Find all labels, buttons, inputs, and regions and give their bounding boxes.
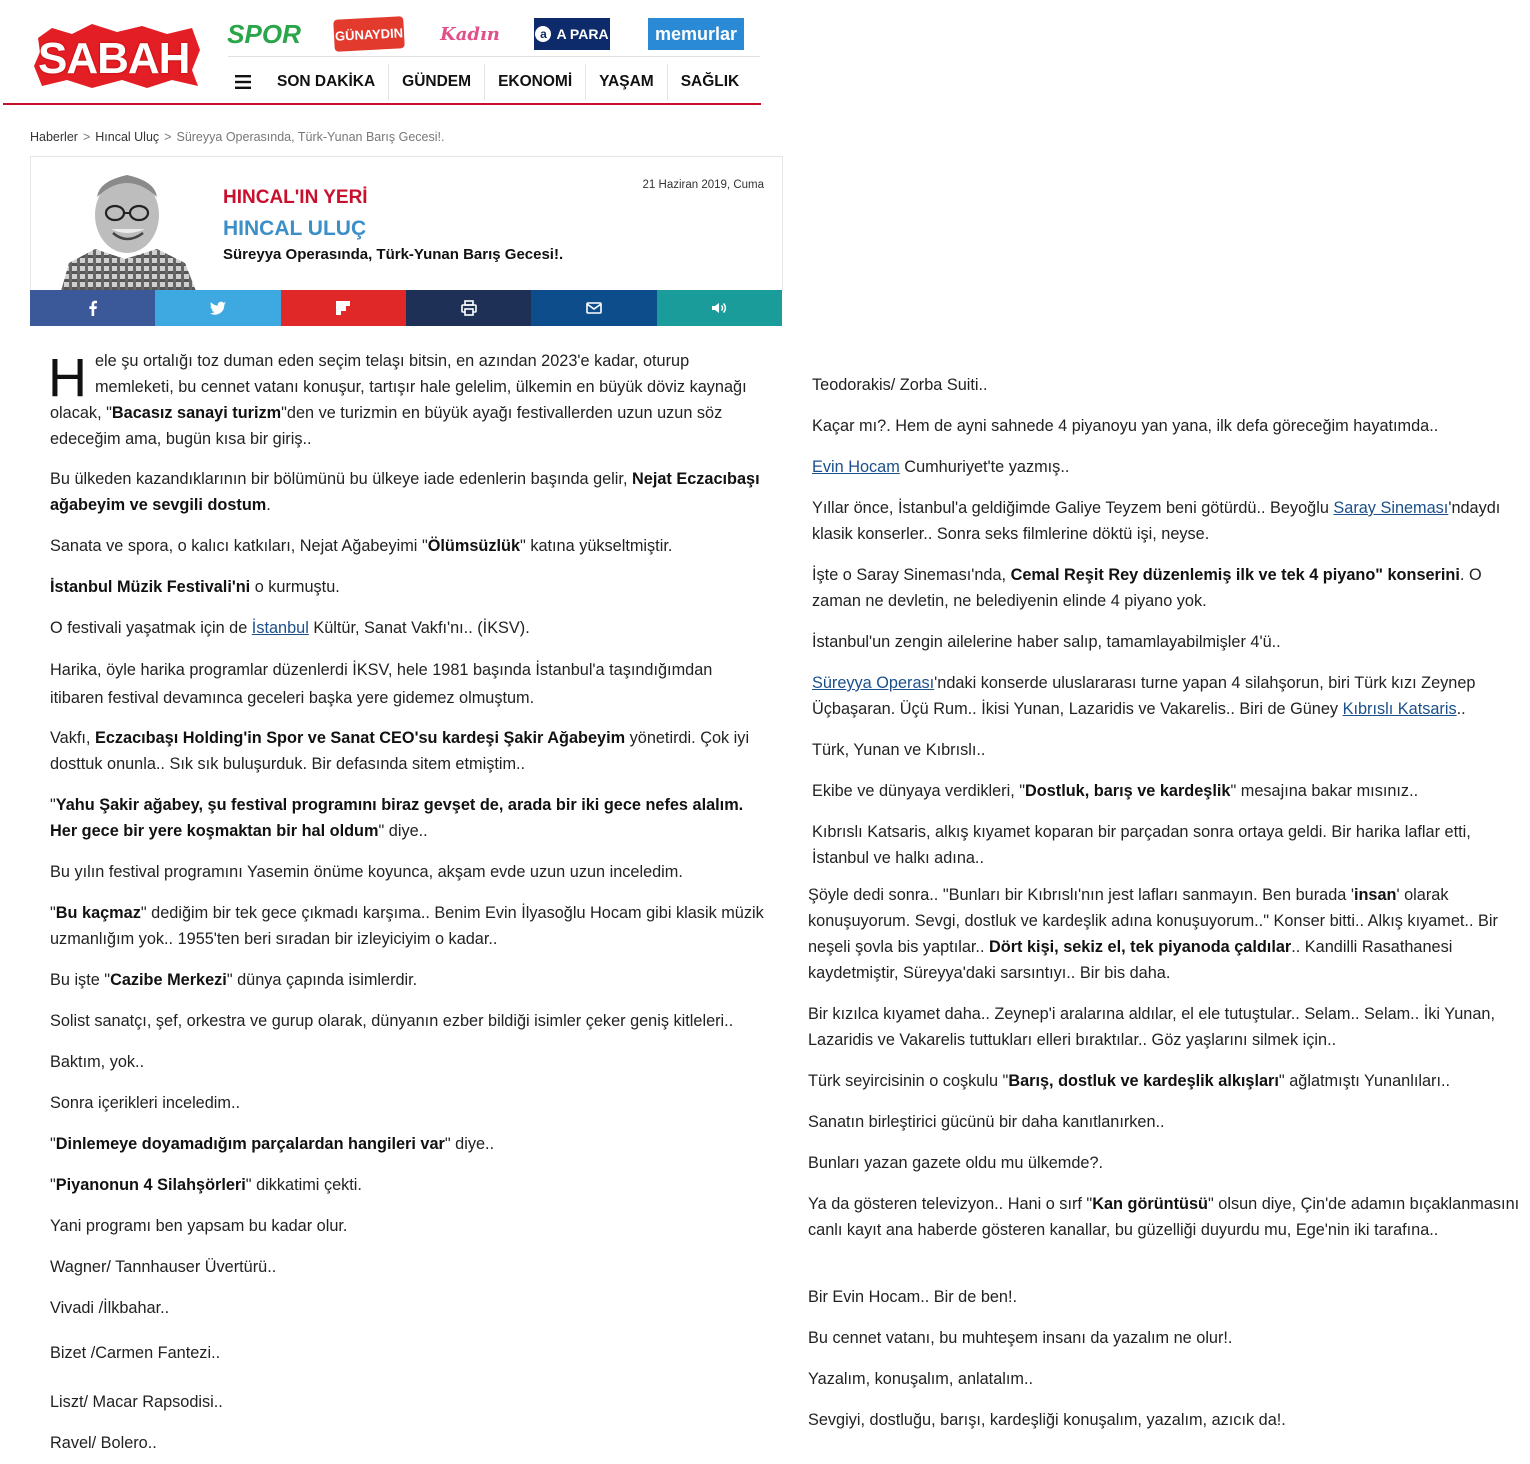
article-paragraph: Bir kızılca kıyamet daha.. Zeynep'i aralarına aldılar, el ele tutuştular.. Selam.. Selam.. İki Yunan, Lazaridis ve Vakarelis tuttukları elleri bıraktılar.. Göz yaşlarını silmek için.. bbox=[808, 1005, 1495, 1049]
apara-link[interactable] bbox=[534, 18, 610, 50]
article-paragraph: Yazalım, konuşalım, anlatalım.. bbox=[808, 1370, 1034, 1388]
article-paragraph: Kıbrıslı Katsaris, alkış kıyamet koparan bir parçadan sonra ortaya geldi. Bir harika laflar etti, İstanbul ve halkı adına.. bbox=[812, 823, 1471, 867]
article-body-right bbox=[808, 372, 1524, 1442]
header-red-line bbox=[3, 103, 761, 105]
bold-text: Piyanonun 4 Silahşörleri bbox=[55, 1176, 246, 1194]
logo-text: SABAH bbox=[38, 34, 190, 83]
article-paragraph: Şöyle dedi sonra.. "Bunları bir Kıbrıslı'nın jest lafları sanmayın. Ben burada 'insan' olarak konuşuyorum. Sevgi, dostluk ve kardeşlik adına konuşuyorum.." Konser bitti.. Alkış kıyamet.. Bir neşeli şovla bis yaptılar.. Dört kişi, sekiz el, tek piyanoda çaldılar.. Kandilli Rasathanesi kaydetmiştir, Süreyya'daki sarsıntıyı.. Bir bis daha. bbox=[808, 886, 1498, 982]
nav-gundem[interactable]: GÜNDEM bbox=[388, 64, 484, 100]
memurlar-link[interactable]: memurlar bbox=[648, 18, 744, 50]
twitter-icon bbox=[209, 299, 227, 317]
article-paragraph: Ekibe ve dünyaya verdikleri, "Dostluk, barış ve kardeşlik" mesajına bakar mısınız.. bbox=[812, 782, 1419, 800]
article-paragraph: Bunları yazan gazete oldu mu ülkemde?. bbox=[808, 1154, 1104, 1172]
article-paragraph: "Dinlemeye doyamadığım parçalardan hangileri var" diye.. bbox=[50, 1135, 495, 1153]
article-paragraph: Bu yılın festival programını Yasemin önüme koyunca, akşam evde uzun uzun inceledim. bbox=[50, 863, 683, 881]
print-icon bbox=[460, 299, 478, 317]
speaker-icon bbox=[710, 299, 728, 317]
author-portrait bbox=[61, 167, 196, 291]
bold-text: Dostluk, barış ve kardeşlik bbox=[1025, 782, 1231, 800]
bold-text: Nejat Eczacıbaşı ağabeyim ve sevgili dostum bbox=[50, 470, 760, 514]
article-paragraph: İstanbul'un zengin ailelerine haber salıp, tamamlayabilmişler 4'ü.. bbox=[812, 633, 1281, 651]
hamburger-glyph bbox=[235, 75, 251, 89]
article-paragraph: Sanata ve spora, o kalıcı katkıları, Nejat Ağabeyimi "Ölümsüzlük" katına yükseltmiştir. bbox=[50, 537, 673, 555]
bold-text: Ölümsüzlük bbox=[427, 537, 521, 555]
article-paragraph: O festivali yaşatmak için de İstanbul Kültür, Sanat Vakfı'nı.. (İKSV). bbox=[50, 619, 530, 637]
article-paragraph: Ravel/ Bolero.. bbox=[50, 1434, 157, 1452]
article-paragraph: Ya da gösteren televizyon.. Hani o sırf "Kan görüntüsü" olsun diye, Çin'de adamın bıçaklanmasını canlı kayıt ana haberde gösteren kanallar, bu güzelliği duyurdu mu, Ege'nin iki tarafına.. bbox=[808, 1195, 1520, 1239]
breadcrumb-current: Süreyya Operasında, Türk-Yunan Barış Gecesi!. bbox=[176, 130, 445, 144]
article-paragraph bbox=[50, 348, 766, 452]
article-paragraph: Solist sanatçı, şef, orkestra ve gurup olarak, dünyanın ezber bildiği isimler çeker geniş kitleleri.. bbox=[50, 1012, 734, 1030]
article-body-left bbox=[50, 348, 766, 1458]
article-paragraph: Bu ülkeden kazandıklarının bir bölümünü bu ülkeye iade edenlerin başında gelir, Nejat Eczacıbaşı ağabeyim ve sevgili dostum. bbox=[50, 470, 760, 514]
article-paragraph: Liszt/ Macar Rapsodisi.. bbox=[50, 1393, 223, 1411]
flipboard-share-button[interactable] bbox=[281, 290, 406, 326]
kadin-link[interactable]: Kadın bbox=[440, 23, 500, 45]
article-link[interactable]: Süreyya Operası bbox=[812, 674, 935, 692]
article-link[interactable]: Evin Hocam bbox=[812, 458, 900, 476]
breadcrumb-separator: > bbox=[82, 130, 91, 144]
article-paragraph: Wagner/ Tannhauser Üvertürü.. bbox=[50, 1258, 277, 1276]
article-paragraph: Bu cennet vatanı, bu muhteşem insanı da yazalım ne olur!. bbox=[808, 1329, 1233, 1347]
facebook-share-button[interactable] bbox=[30, 290, 155, 326]
gunaydin-link[interactable]: GÜNAYDIN bbox=[333, 16, 405, 52]
article-paragraph: Vivadi /İlkbahar.. bbox=[50, 1299, 170, 1317]
dropcap: H bbox=[48, 348, 87, 408]
column-name: HINCAL'IN YERİ bbox=[223, 187, 368, 208]
apara-logo-icon: a bbox=[535, 26, 551, 42]
article-paragraph: Teodorakis/ Zorba Suiti.. bbox=[812, 376, 988, 394]
bold-text: Cazibe Merkezi bbox=[110, 971, 227, 989]
article-paragraph: Kaçar mı?. Hem de ayni sahnede 4 piyanoyu yan yana, ilk defa göreceğim hayatımda.. bbox=[812, 417, 1439, 435]
nav-saglik[interactable]: SAĞLIK bbox=[667, 64, 753, 100]
flipboard-icon bbox=[334, 299, 352, 317]
mail-icon bbox=[585, 299, 603, 317]
article-paragraph: İşte o Saray Sineması'nda, Cemal Reşit Rey düzenlemiş ilk ve tek 4 piyano" konserini. O zaman ne devletin, ne belediyenin elinde 4 piyano yok. bbox=[812, 566, 1482, 610]
breadcrumb-haberler[interactable]: Haberler bbox=[30, 130, 78, 144]
nav-son-dakika[interactable]: SON DAKİKA bbox=[277, 73, 376, 90]
twitter-share-button[interactable] bbox=[155, 290, 280, 326]
nav-yasam[interactable]: YAŞAM bbox=[585, 64, 667, 100]
article-paragraph: Harika, öyle harika programlar düzenlerdi İKSV, hele 1981 başında İstanbul'a taşındığımdan itibaren festival devamınca geceleri başka yere gidemez olmuştum. bbox=[50, 661, 713, 707]
article-date: 21 Haziran 2019, Cuma bbox=[642, 179, 764, 191]
article-title: Süreyya Operasında, Türk-Yunan Barış Gecesi!. bbox=[223, 246, 564, 263]
article-paragraph: İstanbul Müzik Festivali'ni o kurmuştu. bbox=[50, 578, 340, 596]
article-link[interactable]: İstanbul bbox=[251, 619, 309, 637]
article-paragraph: Bizet /Carmen Fantezi.. bbox=[50, 1344, 221, 1362]
article-link[interactable]: Kıbrıslı Katsaris bbox=[1342, 700, 1457, 718]
listen-button[interactable] bbox=[657, 290, 782, 326]
print-button[interactable] bbox=[406, 290, 531, 326]
bold-text: Dinlemeye doyamadığım parçalardan hangileri var bbox=[55, 1135, 445, 1153]
article-paragraph: Evin Hocam Cumhuriyet'te yazmış.. bbox=[812, 458, 1070, 476]
article-paragraph: Yani programı ben yapsam bu kadar olur. bbox=[50, 1217, 348, 1235]
article-paragraph: Sonra içerikleri inceledim.. bbox=[50, 1094, 241, 1112]
spor-link[interactable]: SPOR bbox=[227, 18, 301, 49]
main-nav bbox=[228, 64, 752, 100]
bold-text: Dört kişi, sekiz el, tek piyanoda çaldılar bbox=[989, 938, 1292, 956]
bold-text: Kan görüntüsü bbox=[1092, 1195, 1208, 1213]
breadcrumb-separator: > bbox=[164, 130, 172, 144]
bold-text: Yahu Şakir ağabey, şu festival programını biraz gevşet de, arada bir iki gece nefes alalım. Her gece bir yere koşmaktan bir hal oldum bbox=[50, 796, 744, 840]
article-paragraph: Sanatın birleştirici gücünü bir daha kanıtlanırken.. bbox=[808, 1113, 1165, 1131]
article-paragraph: "Bu kaçmaz" dediğim bir tek gece çıkmadı karşıma.. Benim Evin İlyasoğlu Hocam gibi klasik müzik uzmanlığım yok.. 1955'ten beri sıradan bir izleyiciyim o kadar.. bbox=[50, 904, 764, 948]
nav-ekonomi[interactable]: EKONOMİ bbox=[484, 64, 585, 100]
hamburger-icon[interactable] bbox=[228, 67, 258, 97]
article-paragraph: Yıllar önce, İstanbul'a geldiğimde Galiye Teyzem beni götürdü.. Beyoğlu Saray Sineması'ndaydı klasik konserler.. Sonra seks filmlerine döktü işi, neyse. bbox=[812, 499, 1501, 543]
share-bar bbox=[30, 290, 782, 326]
article-paragraph: Baktım, yok.. bbox=[50, 1053, 145, 1071]
article-paragraph: Süreyya Operası'ndaki konserde uluslararası turne yapan 4 silahşorun, biri Türk kızı Zeynep Üçbaşaran. Üçü Rum.. İkisi Yunan, Lazaridis ve Vakarelis.. Biri de Güney Kıbrıslı Katsaris.. bbox=[812, 674, 1476, 718]
header-divider bbox=[228, 56, 760, 57]
apara-label: A PARA bbox=[556, 26, 609, 42]
article-paragraph: Bir Evin Hocam.. Bir de ben!. bbox=[808, 1288, 1018, 1306]
facebook-icon bbox=[84, 299, 102, 317]
article-paragraph: Türk seyircisinin o coşkulu "Barış, dostluk ve kardeşlik alkışları" ağlatmıştı Yunanlıları.. bbox=[808, 1072, 1451, 1090]
author-card bbox=[30, 156, 783, 291]
sabah-logo[interactable] bbox=[32, 20, 202, 90]
article-paragraph: "Yahu Şakir ağabey, şu festival programını biraz gevşet de, arada bir iki gece nefes alalım. Her gece bir yere koşmaktan bir hal oldum" diye.. bbox=[50, 796, 744, 840]
paragraph-text: ele şu ortalığı toz duman eden seçim telaşı bitsin, en azından 2023'e kadar, oturup memleketi, bu cennet vatanı konuşur, tartışır hale gelelim, ülkemin en büyük döviz kaynağı olacak, "Bacasız sanayi turizm"den ve turizmin en büyük ayağı festivallerden uzun uzun söz edeceğim ama, bugün kısa bir giriş.. bbox=[50, 352, 747, 448]
breadcrumb-author[interactable]: Hıncal Uluç bbox=[95, 130, 160, 144]
article-paragraph: Türk, Yunan ve Kıbrıslı.. bbox=[812, 741, 986, 759]
author-name[interactable]: HINCAL ULUÇ bbox=[223, 217, 367, 240]
article-paragraph: Sevgiyi, dostluğu, barışı, kardeşliği konuşalım, yazalım, azıcık da!. bbox=[808, 1411, 1286, 1429]
article-link[interactable]: Saray Sineması bbox=[1333, 499, 1449, 517]
bold-text: Barış, dostluk ve kardeşlik alkışları bbox=[1008, 1072, 1279, 1090]
article-paragraph: "Piyanonun 4 Silahşörleri" dikkatimi çekti. bbox=[50, 1176, 362, 1194]
bold-text: İstanbul Müzik Festivali'ni bbox=[50, 578, 251, 596]
author-photo[interactable] bbox=[61, 167, 196, 291]
bold-text: Cemal Reşit Rey düzenlemiş ilk ve tek 4 piyano" konserini bbox=[1010, 566, 1460, 584]
bold-text: Bu kaçmaz bbox=[55, 904, 141, 922]
bold-text: Bacasız sanayi turizm bbox=[111, 404, 282, 422]
bold-text: Eczacıbaşı Holding'in Spor ve Sanat CEO'su kardeşi Şakir Ağabeyim bbox=[94, 729, 626, 747]
article-paragraph: Bu işte "Cazibe Merkezi" dünya çapında isimlerdir. bbox=[50, 971, 418, 989]
mail-share-button[interactable] bbox=[531, 290, 656, 326]
article-paragraph: Vakfı, Eczacıbaşı Holding'in Spor ve Sanat CEO'su kardeşi Şakir Ağabeyim yönetirdi. Çok iyi dosttuk onunla.. Sık sık buluşurduk. Bir defasında sitem etmiştim.. bbox=[50, 729, 750, 773]
breadcrumb bbox=[30, 130, 444, 144]
bold-text: insan bbox=[1353, 886, 1397, 904]
